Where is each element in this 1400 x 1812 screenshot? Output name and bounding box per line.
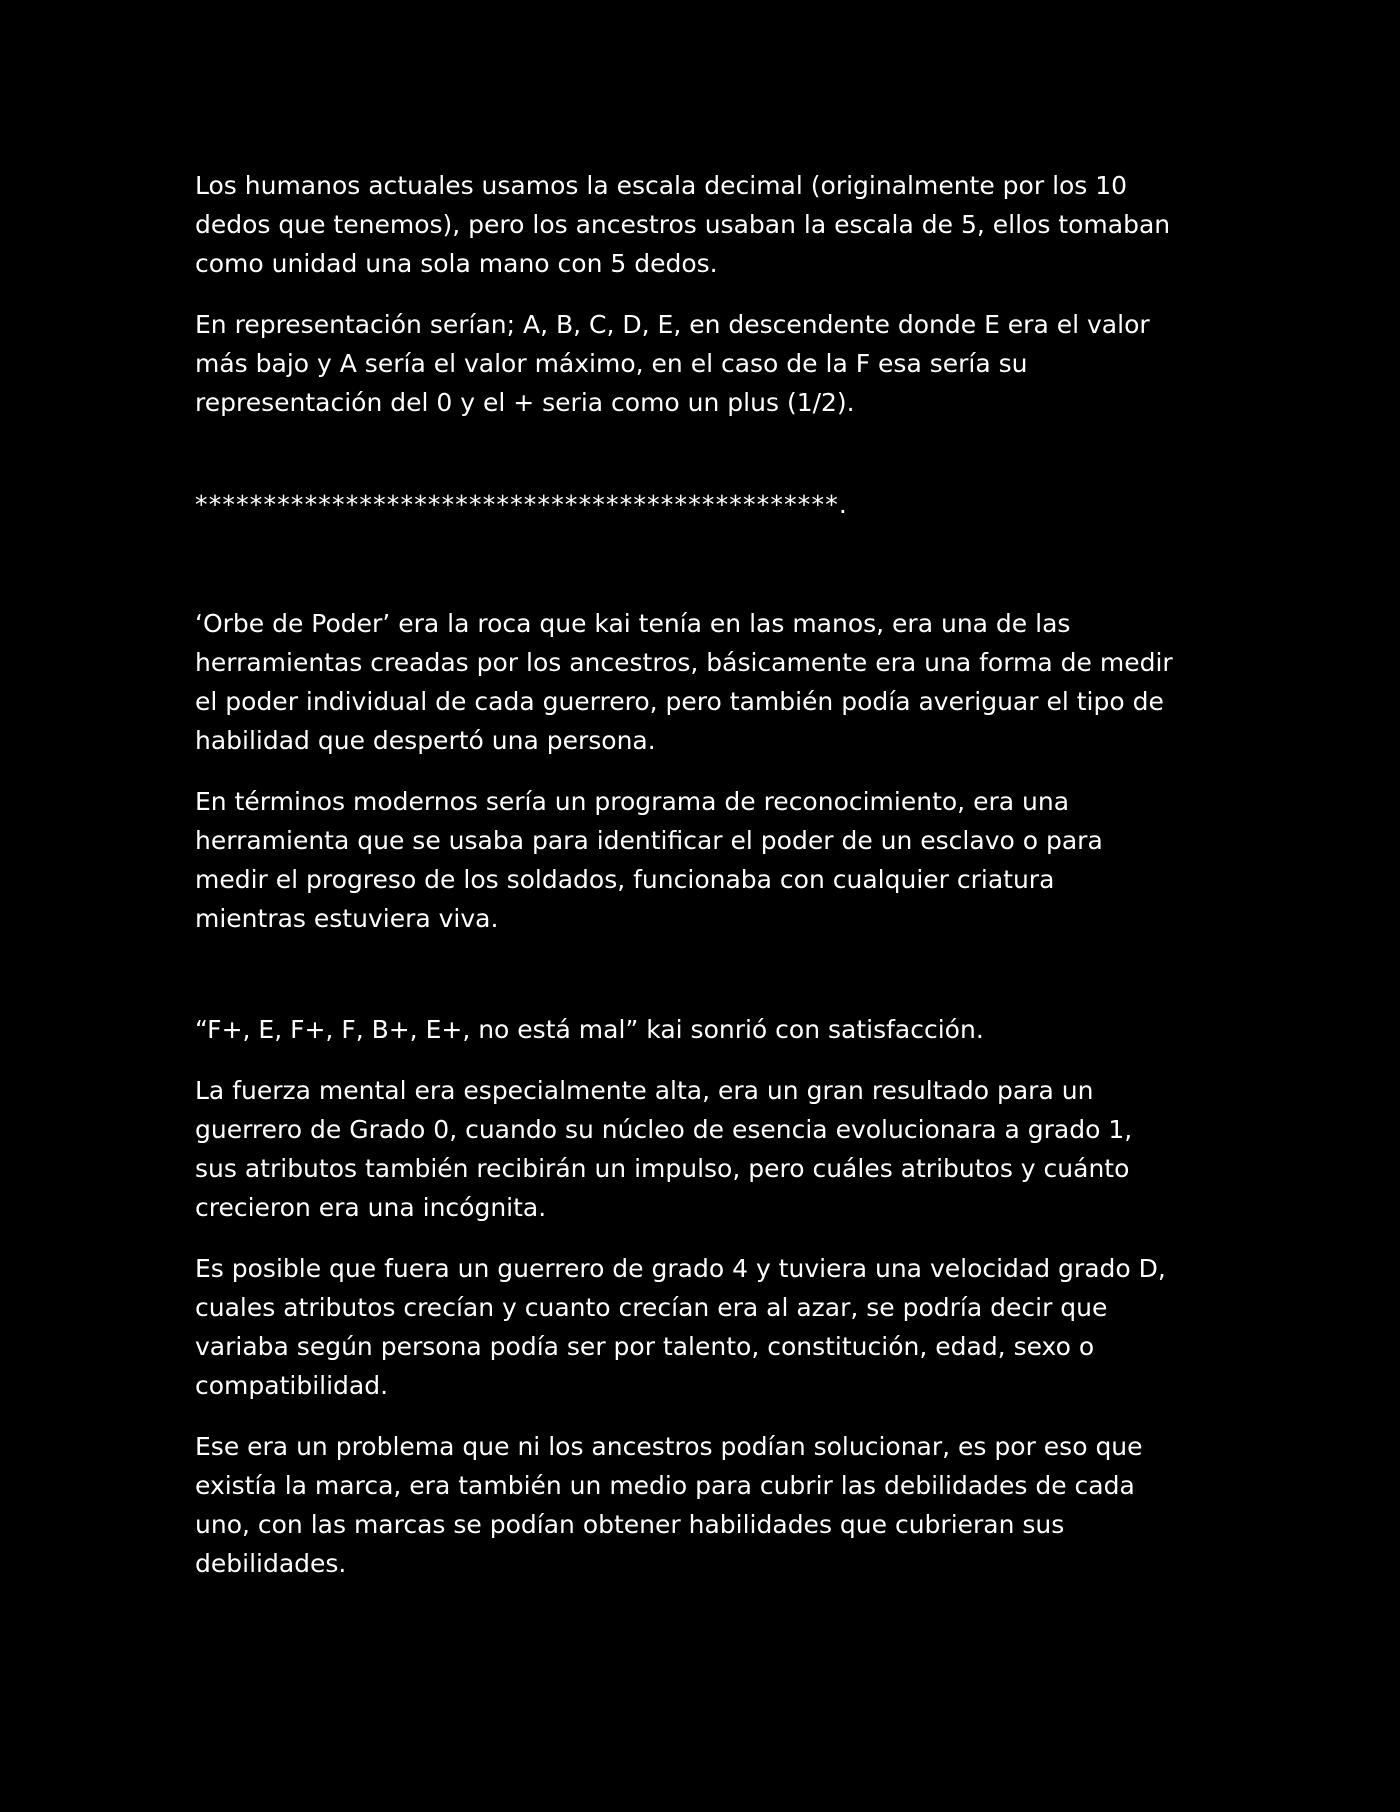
- paragraph-letter-representation: En representación serían; A, B, C, D, E, en descendente donde E era el valor más bajo y A sería el valor máximo, en el caso de la F esa sería su representación del 0 y el + seria como un plus (1/2).: [195, 310, 1150, 417]
- text-column: [195, 166, 1225, 1605]
- paragraph-the-mark: Ese era un problema que ni los ancestros podían solucionar, es por eso que existía la marca, era también un medio para cubrir las debilidades de cada uno, con las marcas se podían obtener habilidades que cubrieran sus debilidades.: [195, 1432, 1143, 1578]
- paragraph-random-growth: Es posible que fuera un guerrero de grado 4 y tuviera una velocidad grado D, cuales atributos crecían y cuanto crecían era al azar, se podría decir que variaba según persona podía ser por talento, constitución, edad, sexo o compatibilidad.: [195, 1254, 1166, 1400]
- paragraph-orbe-de-poder: ‘Orbe de Poder’ era la roca que kai tenía en las manos, era una de las herramientas creadas por los ancestros, básicamente era una forma de medir el poder individual de cada guerrero, pero también podía averiguar el tipo de habilidad que despertó una persona.: [195, 609, 1173, 755]
- paragraph-decimal-scale: Los humanos actuales usamos la escala decimal (originalmente por los 10 dedos que tenemos), pero los ancestros usaban la escala de 5, ellos tomaban como unidad una sola mano con 5 dedos.: [195, 171, 1171, 278]
- paragraph-dialogue-results: “F+, E, F+, F, B+, E+, no está mal” kai sonrió con satisfacción.: [195, 1015, 984, 1044]
- paragraph-modern-terms: En términos modernos sería un programa de reconocimiento, era una herramienta que se usaba para identificar el poder de un esclavo o para medir el progreso de los soldados, funcionaba con cualquier criatura mientras estuviera viva.: [195, 787, 1103, 933]
- section-separator: ***********************************************.: [195, 490, 849, 519]
- spacer: [195, 524, 1225, 604]
- paragraph-mental-strength: La fuerza mental era especialmente alta, era un gran resultado para un guerrero de Grado 0, cuando su núcleo de esencia evolucionara a grado 1, sus atributos también recibirán un impulso, pero cuáles atributos y cuánto crecieron era una incógnita.: [195, 1076, 1133, 1222]
- spacer: [195, 960, 1225, 1010]
